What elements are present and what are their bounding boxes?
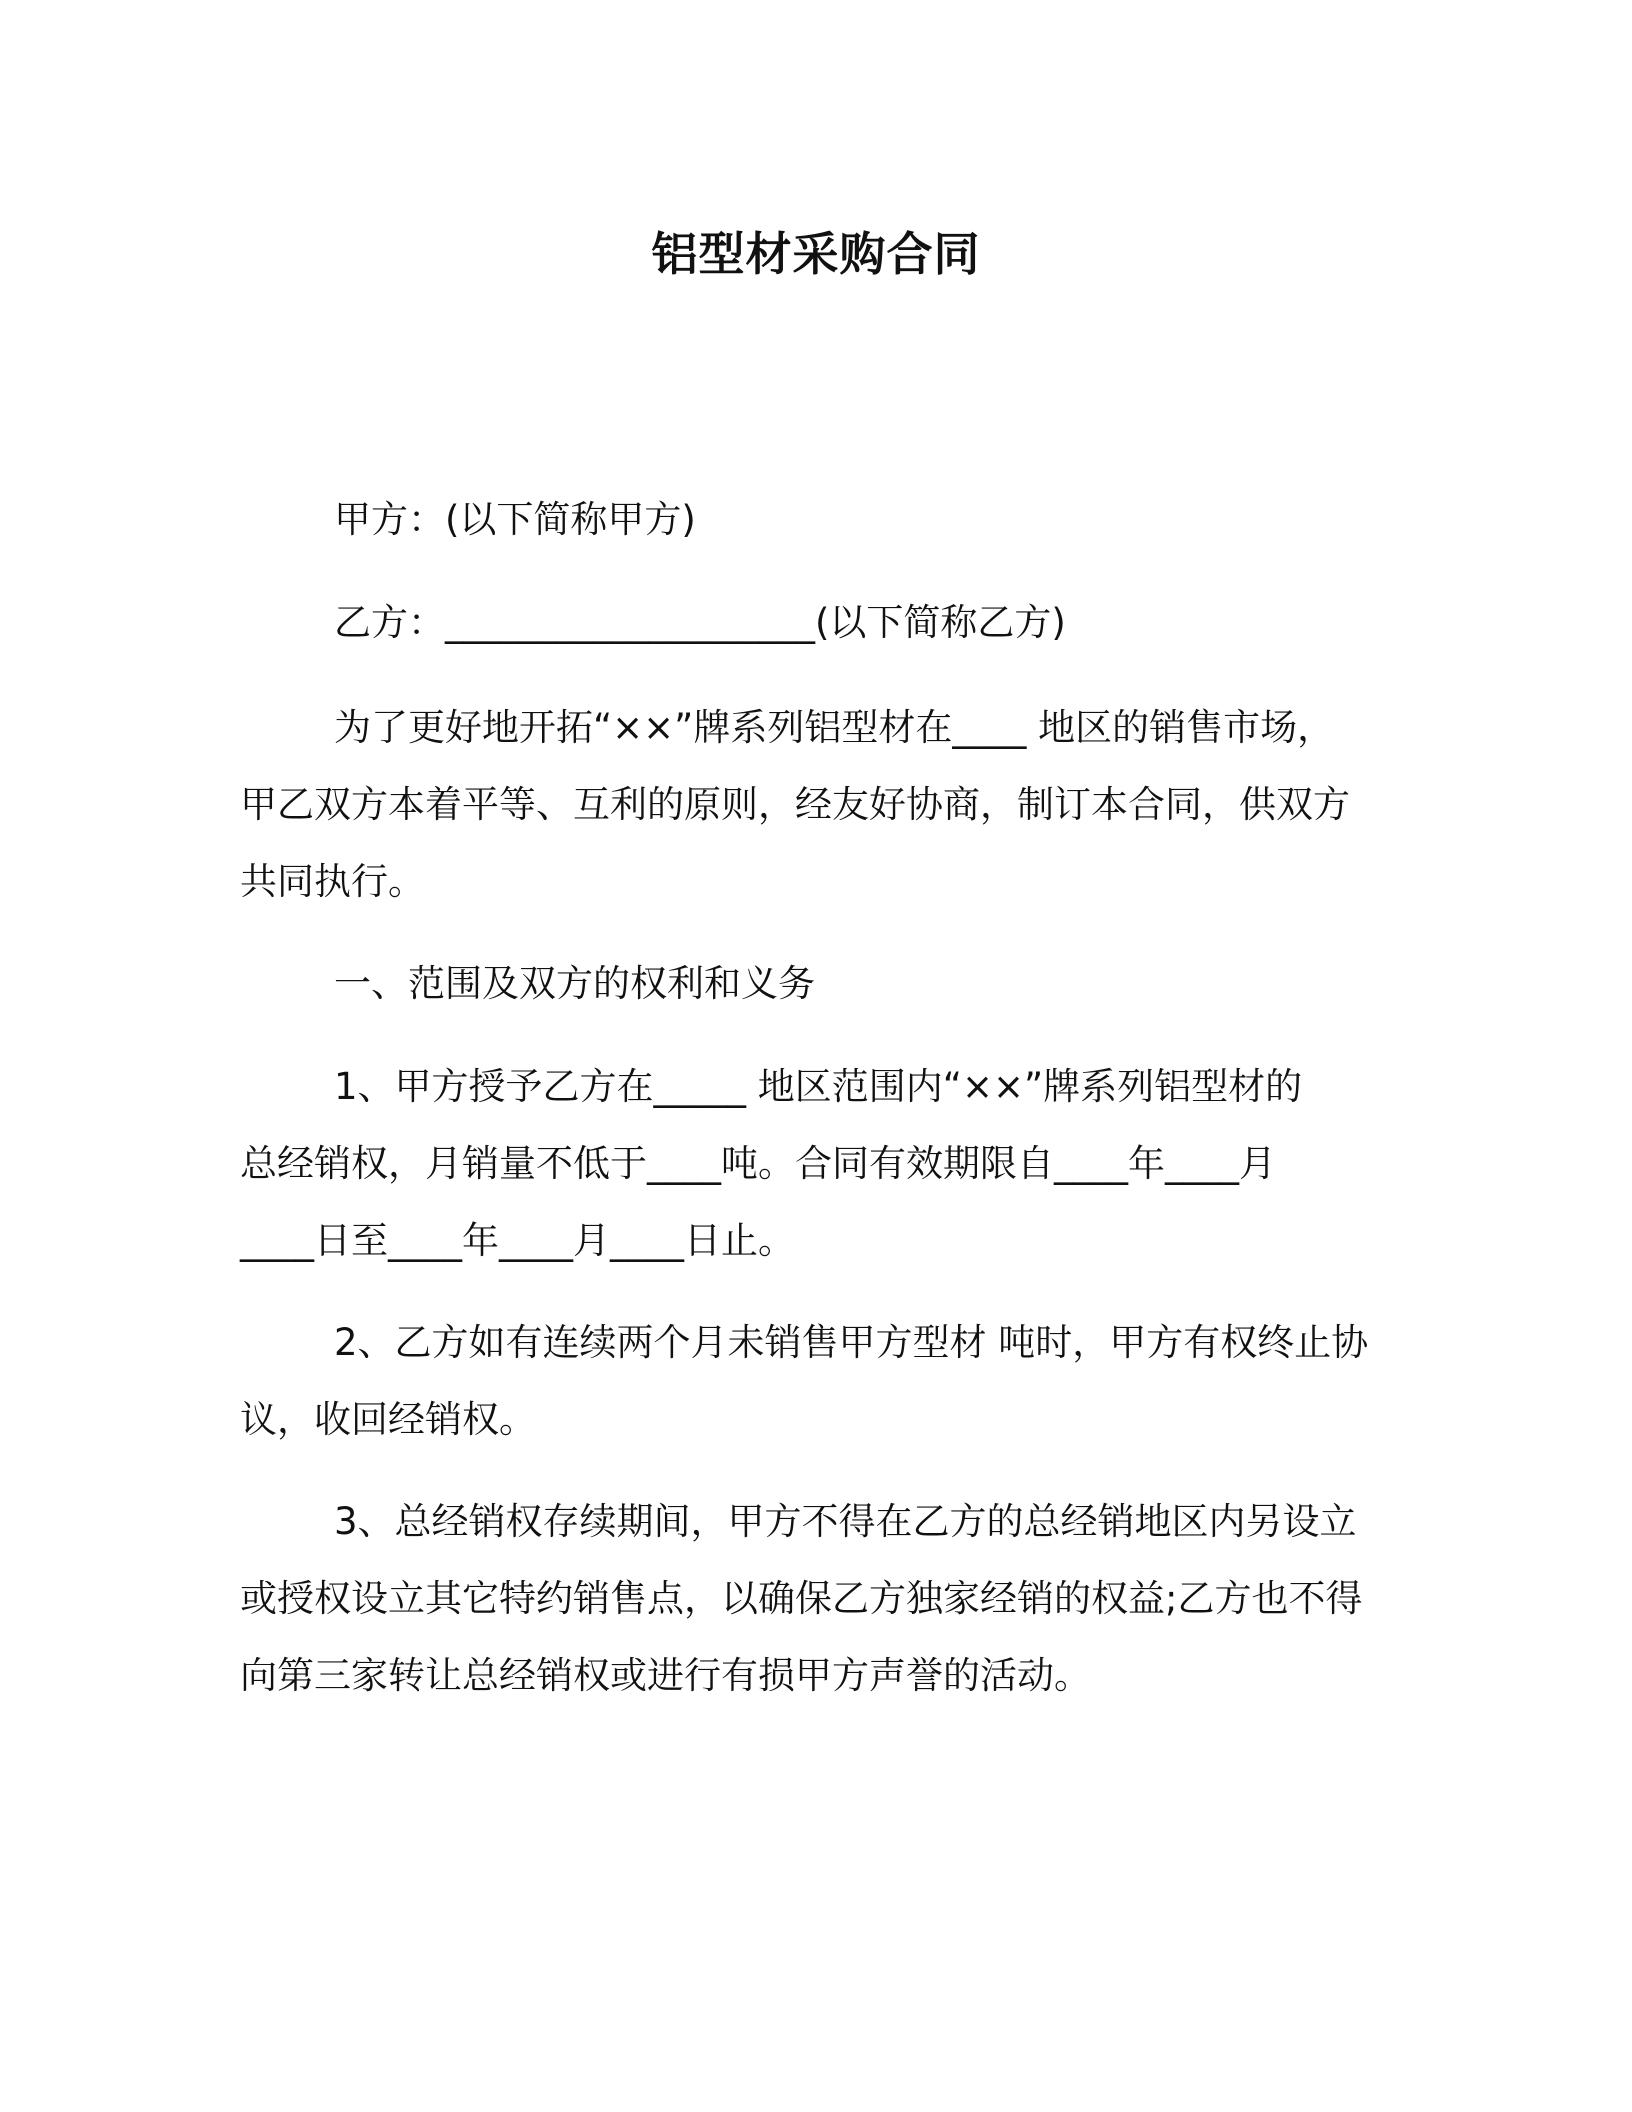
clause-1-line-3: ____日至____年____月____日止。 [240, 1219, 795, 1262]
intro-line-3: 共同执行。 [240, 860, 425, 903]
clause-3-line-2: 或授权设立其它特约销售点，以确保乙方独家经销的权益;乙方也不得 [240, 1577, 1363, 1620]
party-a-line: 甲方：(以下简称甲方) [334, 498, 696, 541]
party-b-line: 乙方：____________________(以下简称乙方) [334, 601, 1066, 644]
intro-line-1: 为了更好地开拓“××”牌系列铝型材在____ 地区的销售市场， [334, 706, 1335, 749]
clause-3-line-3: 向第三家转让总经销权或进行有损甲方声誉的活动。 [240, 1654, 1091, 1697]
clause-1-line-1: 1、甲方授予乙方在_____ 地区范围内“××”牌系列铝型材的 [334, 1065, 1303, 1108]
intro-line-2: 甲乙双方本着平等、互利的原则，经友好协商，制订本合同，供双方 [240, 783, 1350, 826]
section-1-heading: 一、范围及双方的权利和义务 [334, 962, 815, 1005]
clause-2-line-1: 2、乙方如有连续两个月未销售甲方型材 吨时，甲方有权终止协 [334, 1321, 1369, 1364]
document-title: 铝型材采购合同 [651, 227, 981, 281]
clause-3-line-1: 3、总经销权存续期间，甲方不得在乙方的总经销地区内另设立 [334, 1500, 1357, 1543]
clause-1-line-2: 总经销权，月销量不低于____吨。合同有效期限自____年____月 [240, 1142, 1276, 1185]
clause-2-line-2: 议，收回经销权。 [240, 1398, 536, 1441]
